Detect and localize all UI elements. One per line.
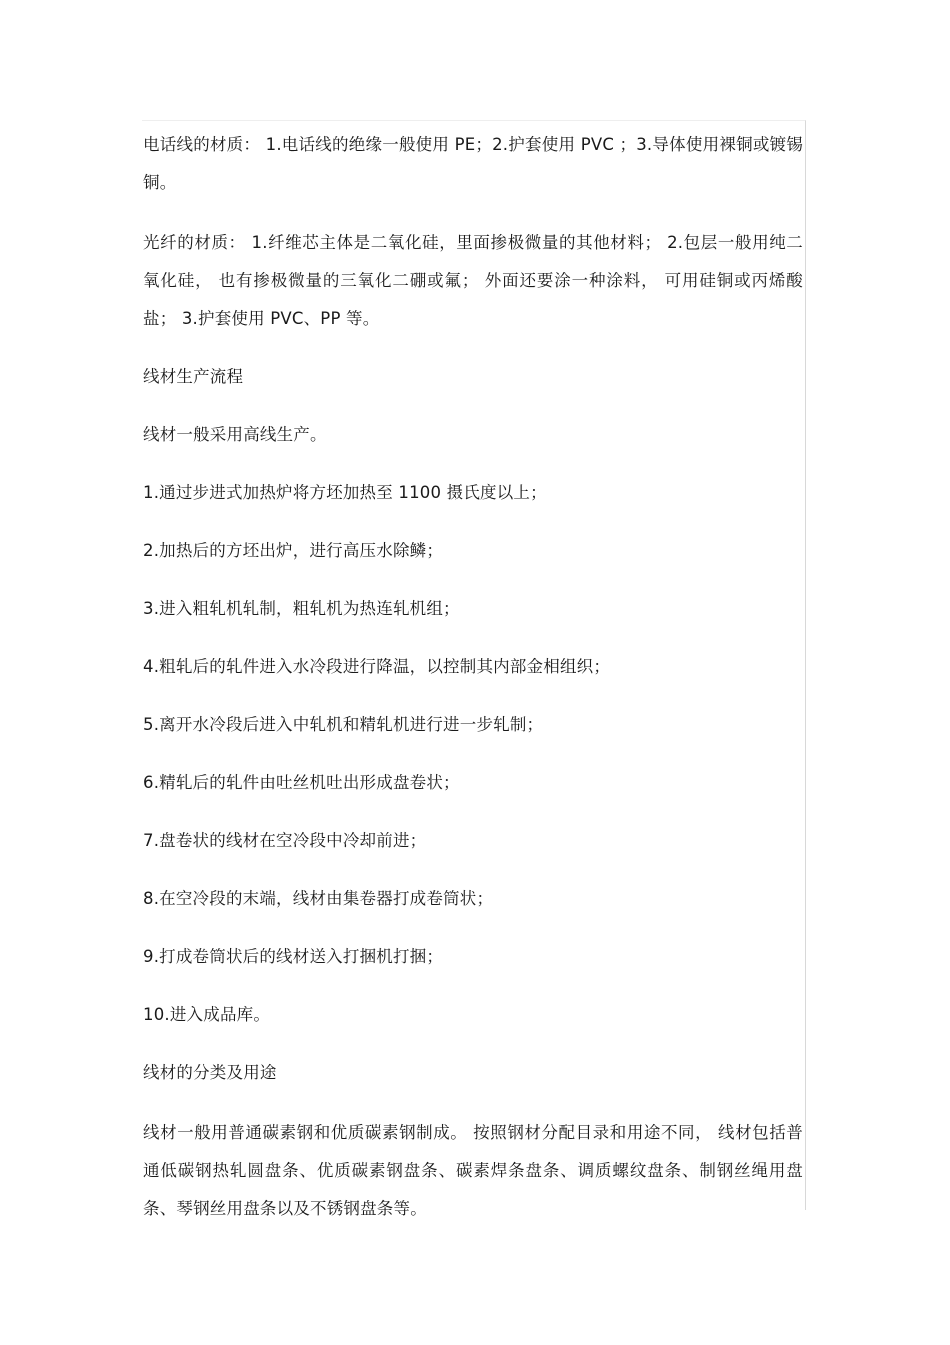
paragraph-phone-wire-material: 电话线的材质： 1.电话线的绝缘一般使用 PE；2.护套使用 PVC ；3.导体使用裸铜或镀锡铜。 bbox=[143, 135, 803, 192]
step-6: 6.精轧后的轧件由吐丝机吐出形成盘卷状； bbox=[143, 773, 460, 792]
step-2: 2.加热后的方坯出炉，进行高压水除鳞； bbox=[143, 541, 444, 560]
paragraph-classification: 线材一般用普通碳素钢和优质碳素钢制成。 按照钢材分配目录和用途不同， 线材包括普通低碳钢热轧圆盘条、优质碳素钢盘条、碳素焊条盘条、调质螺纹盘条、制钢丝绳用盘条、琴钢丝用盘条以及不锈钢盘条等。 bbox=[143, 1123, 803, 1218]
step-4: 4.粗轧后的轧件进入水冷段进行降温，以控制其内部金相组织； bbox=[143, 657, 611, 676]
paragraph-production-intro: 线材一般采用高线生产。 bbox=[143, 425, 327, 444]
step-8: 8.在空冷段的末端，线材由集卷器打成卷筒状； bbox=[143, 889, 494, 908]
document-body bbox=[143, 126, 803, 1250]
heading-production-process: 线材生产流程 bbox=[143, 367, 244, 386]
step-1: 1.通过步进式加热炉将方坯加热至 1100 摄氏度以上； bbox=[143, 483, 547, 502]
step-9: 9.打成卷筒状后的线材送入打捆机打捆； bbox=[143, 947, 444, 966]
heading-classification-usage: 线材的分类及用途 bbox=[143, 1063, 277, 1082]
paragraph-fiber-material: 光纤的材质： 1.纤维芯主体是二氧化硅，里面掺极微量的其他材料； 2.包层一般用纯二氧化硅， 也有掺极微量的三氧化二硼或氟； 外面还要涂一种涂料， 可用硅铜或丙烯酸盐； 3.护套使用 PVC、PP 等。 bbox=[143, 233, 803, 328]
step-7: 7.盘卷状的线材在空冷段中冷却前进； bbox=[143, 831, 427, 850]
step-3: 3.进入粗轧机轧制，粗轧机为热连轧机组； bbox=[143, 599, 460, 618]
step-10: 10.进入成品库。 bbox=[143, 1005, 271, 1024]
step-5: 5.离开水冷段后进入中轧机和精轧机进行进一步轧制； bbox=[143, 715, 544, 734]
